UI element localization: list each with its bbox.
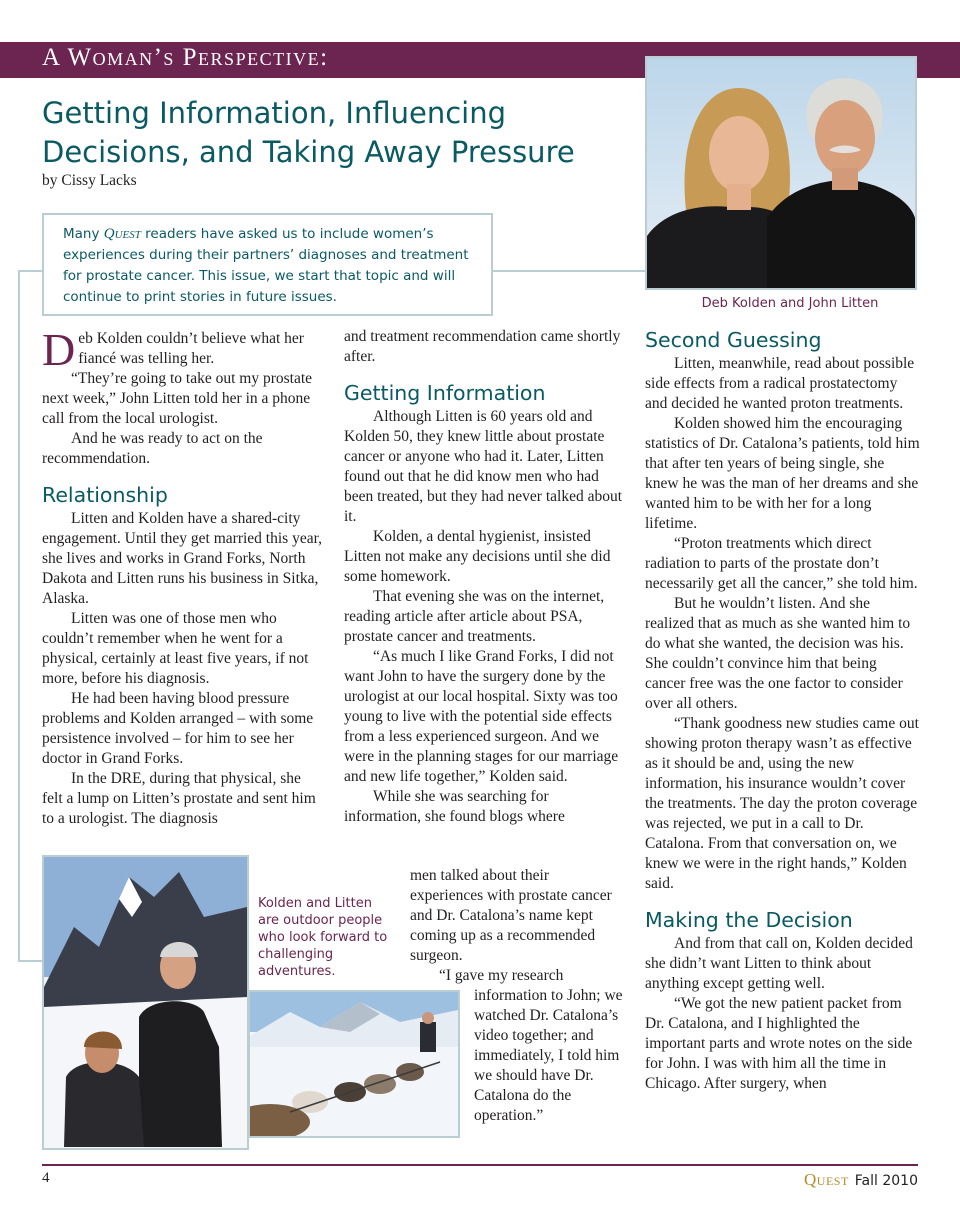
column-3 xyxy=(645,327,920,1094)
outdoor-caption: Kolden and Litten are outdoor people who look forward to challenging adventures. xyxy=(258,896,388,979)
article-title: Getting Information, Influencing Decisions, and Taking Away Pressure xyxy=(42,96,575,169)
mountain-photo-image xyxy=(44,857,247,1148)
paragraph: and treatment recommendation came shortly after. xyxy=(344,328,621,365)
drop-cap: D xyxy=(42,324,76,375)
dog-sled-photo xyxy=(248,990,460,1138)
paragraph: Deb Kolden couldn’t believe what her fiancé was telling her. xyxy=(42,324,304,375)
paragraph: “Thank goodness new studies came out showing proton therapy wasn’t as effective as it should be and, using the new information, his insurance wouldn’t cover the treatments. The day the proton coverage was rejected, we put in a call to Dr. Catalona. From that conversation on, we knew we were in the right hands,” Kolden said. xyxy=(645,715,919,892)
dog-sled-photo-image xyxy=(250,992,458,1136)
heading-making-decision: Making the Decision xyxy=(645,908,853,932)
heading-second-guessing: Second Guessing xyxy=(645,328,822,352)
section-title: A Woman’s Perspective: xyxy=(42,44,329,71)
paragraph: While she was searching for information, she found blogs where xyxy=(344,788,565,825)
footer-issue xyxy=(804,1170,918,1190)
heading-getting-information: Getting Information xyxy=(344,381,546,405)
paragraph: “Proton treatments which direct radiation to parts of the prostate don’t necessarily get all the cancer,” she told him. xyxy=(645,535,918,592)
footer-issue-date: Fall 2010 xyxy=(854,1173,918,1189)
paragraph: But he wouldn’t listen. And she realized that as much as she wanted him to do what she wanted, the decision was his. She couldn’t convince him that being cancer free was the one factor to consider over all others. xyxy=(645,595,911,712)
byline: by Cissy Lacks xyxy=(42,172,137,189)
intro-text: Many Quest readers have asked us to include women’s experiences during their partners’ diagnoses and treatment for prostate cancer. This issue, we start that topic and will continue to print stories in future issues. xyxy=(63,226,469,305)
connector-line xyxy=(18,960,42,962)
paragraph: “They’re going to take out my prostate next week,” John Litten told her in a phone call from the local urologist. xyxy=(42,370,313,427)
quest-brand: Quest xyxy=(103,226,141,242)
paragraph: “We got the new patient packet from Dr. Catalona, and I highlighted the important parts and wrote notes on the side for John. I was with him all the time in Chicago. After surgery, when xyxy=(645,995,913,1092)
column-1 xyxy=(42,324,323,829)
connector-line xyxy=(18,270,42,272)
connector-line xyxy=(493,270,645,272)
paragraph: And from that call on, Kolden decided she didn’t want Litten to think about anything except getting well. xyxy=(645,935,913,992)
paragraph: men talked about their experiences with prostate cancer and Dr. Catalona’s name kept coming up as a recommended surgeon. xyxy=(410,867,612,964)
heading-relationship: Relationship xyxy=(42,483,168,507)
paragraph: “I gave my research xyxy=(439,967,564,984)
couple-photo xyxy=(645,56,917,290)
intro-box xyxy=(42,213,493,316)
couple-caption: Deb Kolden and John Litten xyxy=(701,296,879,311)
mountain-photo xyxy=(42,855,249,1150)
paragraph: Kolden, a dental hygienist, insisted Litten not make any decisions until she did some homework. xyxy=(344,528,611,585)
paragraph: In the DRE, during that physical, she felt a lump on Litten’s prostate and sent him to a urologist. The diagnosis xyxy=(42,770,316,827)
paragraph: Litten, meanwhile, read about possible side effects from a radical prostatectomy and decided he wanted proton treatments. xyxy=(645,355,915,412)
paragraph: Litten was one of those men who couldn’t remember when he went for a physical, certainly at least five years, if not more, before his diagnosis. xyxy=(42,610,309,687)
paragraph: And he was ready to act on the recommendation. xyxy=(42,430,263,467)
paragraph: Although Litten is 60 years old and Kolden 50, they knew little about prostate cancer or anyone who had it. Later, Litten found out that he did know men who had been treated, but they had never talked about it. xyxy=(344,408,623,525)
paragraph: “As much I like Grand Forks, I did not want John to have the surgery done by the urologist at our local hospital. Sixty was too young to live with the potential side effects from a less experienced surgeon. And we were in the planning stages for our marriage and new life together,” Kolden said. xyxy=(344,648,619,785)
page-number: 4 xyxy=(42,1170,50,1186)
footer-rule xyxy=(42,1164,918,1166)
column-2-wrap-lower xyxy=(474,986,626,1126)
paragraph: information to John; we watched Dr. Catalona’s video together; and immediately, I told him we should have Dr. Catalona do the operation.” xyxy=(474,987,623,1124)
paragraph: Litten and Kolden have a shared-city engagement. Until they get married this year, she lives and works in Grand Forks, North Dakota and Litten runs his business in Sitka, Alaska. xyxy=(42,510,323,607)
column-2 xyxy=(344,327,626,827)
couple-photo-image xyxy=(647,58,915,288)
paragraph: That evening she was on the internet, reading article after article about PSA, prostate cancer and treatments. xyxy=(344,588,605,645)
paragraph: Kolden showed him the encouraging statistics of Dr. Catalona’s patients, told him that after ten years of being single, she knew he was the man of her dreams and she wanted him to be with her for a long lifetime. xyxy=(645,415,920,532)
connector-line xyxy=(18,270,20,962)
paragraph: He had been having blood pressure problems and Kolden arranged – with some persistence involved – for him to see her doctor in Grand Forks. xyxy=(42,690,314,767)
footer-brand: Quest xyxy=(804,1170,849,1189)
column-2-wrap xyxy=(410,866,625,986)
